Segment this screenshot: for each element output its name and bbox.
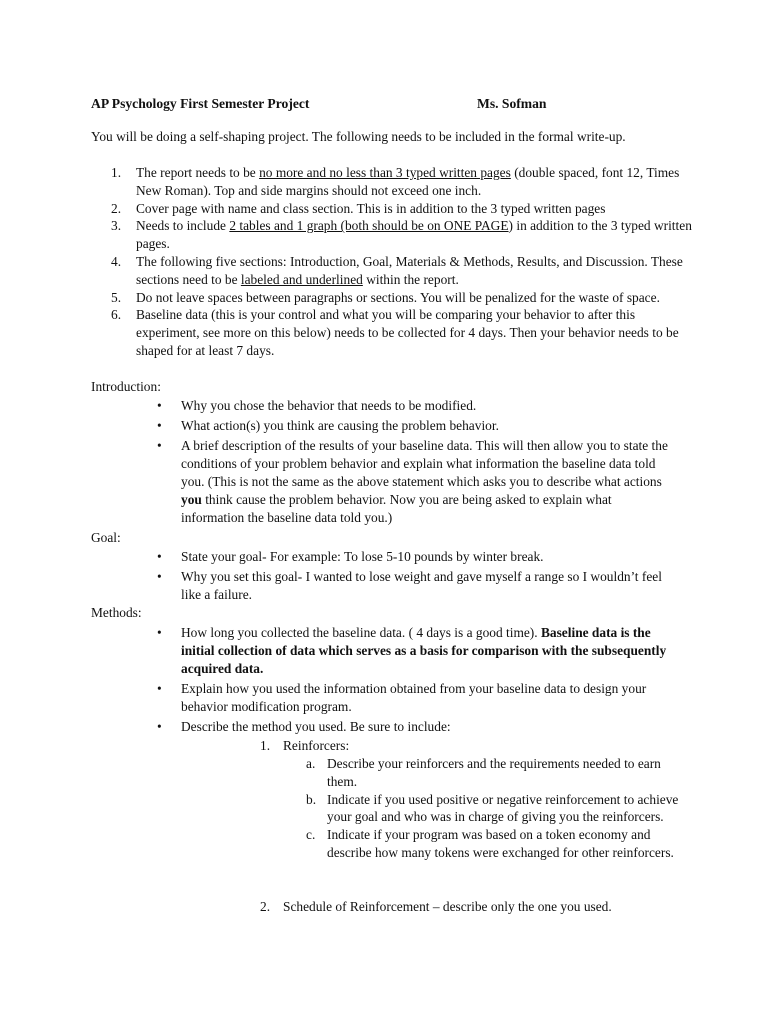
bullet-text: Why you set this goal- I wanted to lose weight and gave myself a range so I wouldn’t feel like a failure. xyxy=(181,569,662,602)
goal-list xyxy=(0,548,768,606)
lettered-item xyxy=(0,826,679,862)
intro-paragraph: You will be doing a self-shaping project. The following needs to be included in the formal write-up. xyxy=(91,129,626,144)
requirement-item xyxy=(0,217,696,253)
bullet-item xyxy=(0,718,677,736)
bullet-text: A brief description of the results of your baseline data. This will then allow you to state the conditions of your problem behavior and explain what information the baseline data told you. (This is not the same as the above statement which asks you to describe what actions xyxy=(181,438,668,489)
subitem-reinforcers xyxy=(0,737,768,755)
method-subitem xyxy=(0,737,768,755)
requirements-list xyxy=(0,164,768,360)
item-number: 5. xyxy=(111,289,122,305)
requirement-item xyxy=(0,164,696,200)
bullet-item xyxy=(0,568,677,604)
item-number: 6. xyxy=(111,307,122,323)
item-number: 4. xyxy=(111,253,122,269)
bold-text: Baseline data is the initial collection of data which serves as a basis for comparison with the subsequently acquired data. xyxy=(181,625,667,676)
bullet-text: How long you collected the baseline data. ( 4 days is a good time). xyxy=(181,625,541,640)
methods-list xyxy=(0,624,768,738)
item-number: 1. xyxy=(111,165,122,180)
item-letter: a. xyxy=(306,756,316,771)
lettered-item xyxy=(0,791,679,827)
requirement-item xyxy=(0,253,696,289)
subitem-schedule xyxy=(0,898,768,916)
bullet-icon: • xyxy=(157,418,162,434)
bullet-icon: • xyxy=(157,569,162,585)
bullet-item xyxy=(0,437,677,526)
item-number: 3. xyxy=(111,218,122,234)
bullet-icon: • xyxy=(157,398,162,413)
method-subitem xyxy=(0,898,768,916)
bullet-item xyxy=(0,548,677,566)
goal-heading: Goal: xyxy=(91,530,121,545)
bullet-text: What action(s) you think are causing the problem behavior. xyxy=(181,418,499,434)
bullet-text: Explain how you used the information obtained from your baseline data to design your behavior modification program. xyxy=(181,680,647,714)
requirement-text: (double spaced, font 12, Times New Roman). Top and side margins should not exceed one inch. xyxy=(136,165,680,198)
requirement-text: The report needs to be xyxy=(136,165,260,180)
item-number: 1. xyxy=(260,738,271,753)
requirement-text: Do not leave spaces between paragraphs or sections. You will be penalized for the waste of space. xyxy=(136,289,660,305)
methods-heading: Methods: xyxy=(91,605,142,620)
bullet-text: Why you chose the behavior that needs to be modified. xyxy=(181,398,477,413)
underlined-text: no more and no less than 3 typed written pages xyxy=(259,165,511,180)
lettered-item xyxy=(0,755,679,791)
underlined-text: 2 tables and 1 graph (both should be on ONE PAGE xyxy=(229,218,509,234)
bullet-item xyxy=(0,624,677,677)
requirement-text: The following five sections: Introduction, Goal, Materials & Methods, Results, and Discussion. These sections need to be xyxy=(136,253,683,287)
item-letter: c. xyxy=(306,827,316,843)
lettered-text: Indicate if you used positive or negative reinforcement to achieve your goal and who was in charge of giving you the reinforcers. xyxy=(327,791,679,825)
bullet-item xyxy=(0,417,677,435)
requirement-text: Cover page with name and class section. This is in addition to the 3 typed written pages xyxy=(136,200,606,216)
bullet-item xyxy=(0,680,677,716)
requirement-item xyxy=(0,306,696,359)
underlined-text: labeled and underlined xyxy=(240,271,363,287)
bullet-text: think cause the problem behavior. Now you are being asked to explain what information the baseline data told you.) xyxy=(181,491,612,525)
bullet-text: Describe the method you used. Be sure to include: xyxy=(181,718,451,734)
subitem-text: Reinforcers: xyxy=(283,738,350,753)
item-number: 2. xyxy=(111,200,122,216)
bullet-icon: • xyxy=(157,718,162,734)
document-header xyxy=(91,95,711,113)
item-number: 2. xyxy=(260,899,271,914)
requirement-text: within the report. xyxy=(362,271,459,287)
requirement-text: ) in addition to the 3 typed written pages. xyxy=(136,218,692,252)
bullet-icon: • xyxy=(157,680,162,696)
subitem-text: Schedule of Reinforcement – describe only the one you used. xyxy=(283,899,612,914)
introduction-heading: Introduction: xyxy=(91,379,161,394)
lettered-text: Describe your reinforcers and the requirements needed to earn them. xyxy=(327,756,661,789)
bold-text: you xyxy=(181,491,202,507)
bullet-icon: • xyxy=(157,438,162,454)
requirement-text: Needs to include xyxy=(136,218,230,234)
teacher-name: Ms. Sofman xyxy=(477,96,547,111)
bullet-icon: • xyxy=(157,625,162,640)
requirement-item xyxy=(0,289,696,307)
introduction-list xyxy=(0,397,768,529)
bullet-item xyxy=(0,397,677,415)
requirement-item xyxy=(0,200,696,218)
item-letter: b. xyxy=(306,791,317,807)
bullet-icon: • xyxy=(157,549,162,564)
document-title: AP Psychology First Semester Project xyxy=(91,96,310,111)
lettered-text: Indicate if your program was based on a token economy and describe how many tokens were exchanged for other reinforcers. xyxy=(327,827,674,860)
requirement-text: Baseline data (this is your control and what you will be comparing your behavior to after this experiment, see more on this below) needs to be collected for 4 days. Then your behavior needs to be shaped for at least 7 days. xyxy=(136,307,679,358)
bullet-text: State your goal- For example: To lose 5-10 pounds by winter break. xyxy=(181,549,544,564)
reinforcers-list xyxy=(0,755,768,862)
